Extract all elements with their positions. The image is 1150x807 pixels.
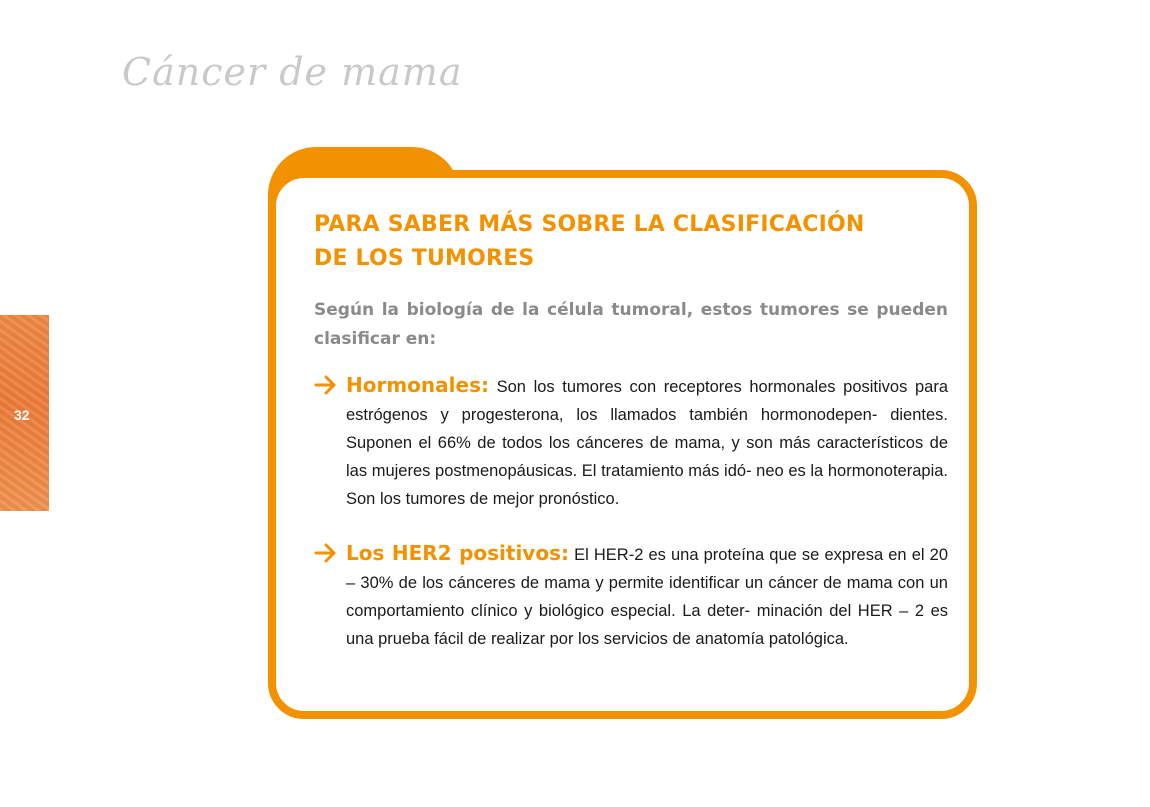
running-title: Cáncer de mama <box>122 50 463 94</box>
arrow-right-icon <box>314 375 338 395</box>
list-item-term: Hormonales: <box>346 373 489 397</box>
box-heading <box>314 208 914 276</box>
list-item-text: El HER-2 es una proteína que se expresa en el 20 – 30% de los cánceres de mama y permite identificar un cáncer de mama con un comportamiento clínico y biológico especial. La deter- minación del HER – 2 es una prueba fácil de realizar por los servicios de anatomía patológica. <box>346 546 948 648</box>
box-heading-line-1: PARA SABER MÁS SOBRE LA CLASIFICACIÓN <box>314 212 865 237</box>
list-item-her2 <box>314 539 948 653</box>
page-number: 32 <box>14 407 30 423</box>
info-box <box>268 170 977 719</box>
list-item-body <box>346 371 948 513</box>
list-item-hormonales <box>314 371 948 513</box>
page-number-tab <box>0 315 49 511</box>
arrow-right-icon <box>314 543 338 563</box>
list-item-term: Los HER2 positivos: <box>346 541 569 565</box>
box-heading-line-2: DE LOS TUMORES <box>314 246 535 271</box>
list-item-body <box>346 539 948 653</box>
list-item-text: Son los tumores con receptores hormonales positivos para estrógenos y progesterona, los llamados también hormonodepen- dientes. Suponen el 66% de todos los cánceres de mama, y son más característicos de las mujeres postmenopáusicas. El tratamiento más idó- neo es la hormonoterapia. Son los tumores de mejor pronóstico. <box>346 378 948 508</box>
intro-paragraph: Según la biología de la célula tumoral, estos tumores se pueden clasificar en: <box>314 300 948 349</box>
